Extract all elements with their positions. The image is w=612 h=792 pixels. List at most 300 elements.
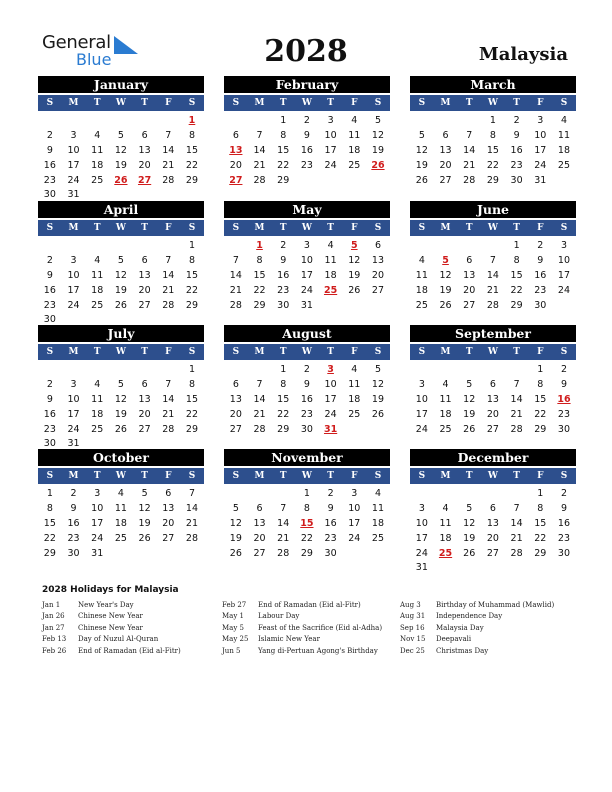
weekday-label: S xyxy=(46,471,54,481)
day-cell: 27 xyxy=(229,423,242,435)
month-name: March xyxy=(410,76,576,93)
day-cell: 22 xyxy=(534,408,547,420)
day-cell: 19 xyxy=(114,284,127,296)
day-cell: 23 xyxy=(534,284,547,296)
weekday-label: W xyxy=(301,223,312,233)
day-cell: 3 xyxy=(70,378,77,390)
weekday-label: M xyxy=(254,98,265,108)
day-cell: 2 xyxy=(280,240,287,251)
holiday-date: May 1 xyxy=(222,612,244,621)
day-cell: 4 xyxy=(560,115,567,126)
logo-triangle-icon xyxy=(114,36,138,54)
day-cell: 9 xyxy=(537,254,544,266)
holiday-name: Islamic New Year xyxy=(258,635,320,644)
week-row xyxy=(410,408,576,423)
empty-day-cell xyxy=(224,487,248,502)
day-cell: 31 xyxy=(67,189,80,201)
day-cell: 26 xyxy=(138,532,151,544)
weekday-label: T xyxy=(141,98,148,108)
week-row xyxy=(38,487,204,502)
day-cell: 18 xyxy=(114,517,127,529)
weekday-label: M xyxy=(440,471,451,481)
day-cell: 27 xyxy=(138,423,151,435)
day-cell: 1 xyxy=(513,240,520,251)
weekday-label: F xyxy=(165,98,172,108)
day-cell: 9 xyxy=(46,144,53,156)
day-cell: 2 xyxy=(303,364,310,375)
day-cell: 13 xyxy=(463,269,476,281)
week-row xyxy=(224,254,390,269)
day-cell: 7 xyxy=(280,502,287,514)
country-title: Malaysia xyxy=(478,44,568,65)
empty-day-cell xyxy=(224,363,248,378)
empty-day-cell xyxy=(38,114,62,129)
day-cell: 3 xyxy=(418,502,425,514)
day-cell: 2 xyxy=(327,488,334,499)
week-row xyxy=(38,532,204,547)
day-cell: 14 xyxy=(185,502,199,514)
holiday-name: Feast of the Sacrifice (Eid al-Adha) xyxy=(258,623,383,632)
weekday-label: T xyxy=(513,98,520,108)
week-row xyxy=(410,547,576,562)
weekday-label: T xyxy=(327,98,334,108)
day-cell: 15 xyxy=(253,269,266,281)
week-row xyxy=(224,393,390,408)
week-row xyxy=(224,269,390,284)
week-row xyxy=(38,129,204,144)
empty-day-cell xyxy=(85,239,109,254)
day-cell: 29 xyxy=(277,423,290,435)
day-cell: 1 xyxy=(188,240,195,251)
day-cell: 19 xyxy=(114,408,127,420)
day-cell: 1 xyxy=(280,115,287,126)
weekday-label: S xyxy=(188,471,196,481)
holiday-date: Dec 25 xyxy=(400,646,425,655)
logo xyxy=(42,32,142,72)
day-cell: 18 xyxy=(348,144,361,156)
holiday-name: Chinese New Year xyxy=(78,623,143,632)
weekday-header xyxy=(38,468,204,484)
week-row xyxy=(38,393,204,408)
weekday-label: T xyxy=(141,471,148,481)
month-name: April xyxy=(38,201,204,218)
week-row xyxy=(224,517,390,532)
day-cell: 3 xyxy=(70,254,77,266)
day-cell: 16 xyxy=(277,269,290,281)
day-cell: 5 xyxy=(141,488,148,499)
holiday-date: May 5 xyxy=(222,623,244,632)
holiday-name: End of Ramadan (Eid al-Fitr) xyxy=(258,601,361,609)
weekday-label: S xyxy=(418,471,426,481)
weekday-label: S xyxy=(418,98,426,108)
day-cell: 21 xyxy=(162,284,175,296)
weekday-header xyxy=(410,95,576,111)
day-cell: 19 xyxy=(371,393,385,405)
weekday-header xyxy=(38,220,204,236)
day-cell: 22 xyxy=(185,408,199,420)
weekday-label: T xyxy=(93,223,101,233)
empty-day-cell xyxy=(109,114,133,129)
weekday-label: S xyxy=(188,98,196,108)
weekday-label: F xyxy=(537,98,544,108)
day-cell: 28 xyxy=(463,174,476,186)
holiday-name: Day of Nuzul Al-Quran xyxy=(78,635,159,644)
empty-day-cell xyxy=(410,114,434,129)
empty-day-cell xyxy=(62,239,86,254)
day-cell: 8 xyxy=(303,502,310,514)
day-cell: 13 xyxy=(253,517,266,529)
week-row xyxy=(224,532,390,547)
day-cell: 2 xyxy=(560,364,567,375)
day-cell: 30 xyxy=(324,547,337,559)
day-cell: 21 xyxy=(162,159,175,171)
day-cell: 29 xyxy=(185,299,199,311)
day-cell: 6 xyxy=(489,378,496,390)
day-cell: 7 xyxy=(232,254,239,266)
weekday-label: T xyxy=(327,347,334,357)
weekday-label: S xyxy=(560,98,568,108)
day-cell: 7 xyxy=(165,129,172,141)
holiday-item xyxy=(42,647,181,658)
day-cell: 29 xyxy=(510,299,523,311)
weekday-label: S xyxy=(560,347,568,357)
day-cell: 6 xyxy=(489,502,496,514)
day-cell: 20 xyxy=(138,408,151,420)
day-cell: 26 xyxy=(114,423,127,435)
weekday-label: W xyxy=(487,98,498,108)
day-cell: 29 xyxy=(534,547,547,559)
day-cell: 28 xyxy=(253,423,266,435)
day-cell: 16 xyxy=(534,269,547,281)
day-cell: 9 xyxy=(303,129,310,141)
weekday-label: T xyxy=(465,98,473,108)
day-cell: 22 xyxy=(185,284,199,296)
day-cell: 5 xyxy=(117,378,124,390)
weekday-label: F xyxy=(351,347,358,357)
holiday-day-cell: 31 xyxy=(323,423,338,435)
empty-day-cell xyxy=(156,114,180,129)
empty-day-cell xyxy=(434,487,458,502)
empty-day-cell xyxy=(434,114,458,129)
weekday-label: W xyxy=(301,471,312,481)
day-cell: 13 xyxy=(486,393,499,405)
day-cell: 8 xyxy=(489,129,496,141)
day-cell: 11 xyxy=(324,254,337,266)
day-cell: 24 xyxy=(348,532,361,544)
weekday-label: F xyxy=(537,471,544,481)
week-row xyxy=(410,378,576,393)
holiday-name: Birthday of Muhammad (Mawlid) xyxy=(436,601,555,609)
day-cell: 29 xyxy=(277,174,290,186)
day-cell: 12 xyxy=(348,254,361,266)
day-cell: 26 xyxy=(463,423,476,435)
holiday-item xyxy=(42,601,181,612)
day-cell: 2 xyxy=(537,240,544,251)
day-cell: 31 xyxy=(91,547,104,559)
holiday-day-cell: 15 xyxy=(300,517,314,529)
weekday-label: M xyxy=(440,98,451,108)
month-name: October xyxy=(38,449,204,466)
day-cell: 6 xyxy=(141,254,148,266)
holiday-name: Deepavali xyxy=(436,635,472,644)
day-cell: 7 xyxy=(188,488,195,499)
day-cell: 10 xyxy=(67,269,80,281)
day-cell: 28 xyxy=(185,532,199,544)
day-cell: 9 xyxy=(560,502,567,514)
day-cell: 13 xyxy=(439,144,452,156)
empty-day-cell xyxy=(38,239,62,254)
holiday-item xyxy=(42,612,181,623)
day-cell: 10 xyxy=(300,254,313,266)
week-row xyxy=(38,269,204,284)
day-cell: 17 xyxy=(67,284,80,296)
empty-day-cell xyxy=(248,487,272,502)
day-cell: 14 xyxy=(253,393,266,405)
holiday-day-cell: 1 xyxy=(188,115,196,126)
day-cell: 15 xyxy=(277,393,290,405)
day-cell: 19 xyxy=(463,532,476,544)
logo-general-text: General xyxy=(42,32,111,53)
holiday-day-cell: 27 xyxy=(137,174,152,186)
weekday-label: M xyxy=(68,471,79,481)
empty-day-cell xyxy=(271,487,295,502)
week-row xyxy=(224,174,390,189)
day-cell: 9 xyxy=(327,502,334,514)
weekday-label: W xyxy=(301,347,312,357)
holiday-day-cell: 25 xyxy=(438,547,453,559)
empty-day-cell xyxy=(248,363,272,378)
holiday-day-cell: 5 xyxy=(350,240,358,251)
month-june xyxy=(410,201,576,313)
empty-day-cell xyxy=(62,114,86,129)
day-cell: 11 xyxy=(91,269,104,281)
day-cell: 4 xyxy=(327,240,334,251)
day-cell: 16 xyxy=(43,284,56,296)
weekday-label: T xyxy=(513,347,520,357)
holiday-day-cell: 26 xyxy=(114,174,128,186)
day-cell: 12 xyxy=(114,269,127,281)
day-cell: 30 xyxy=(43,314,56,326)
holiday-name: End of Ramadan (Eid al-Fitr) xyxy=(78,646,181,655)
day-cell: 12 xyxy=(114,393,127,405)
day-cell: 10 xyxy=(415,393,428,405)
month-august xyxy=(224,325,390,437)
day-cell: 23 xyxy=(43,299,56,311)
weekday-label: S xyxy=(560,223,568,233)
holidays-column xyxy=(42,601,181,658)
day-cell: 28 xyxy=(510,547,523,559)
day-cell: 4 xyxy=(94,378,101,390)
day-cell: 11 xyxy=(439,393,452,405)
day-cell: 3 xyxy=(94,488,101,499)
empty-day-cell xyxy=(248,114,272,129)
month-october xyxy=(38,449,204,561)
empty-day-cell xyxy=(505,487,529,502)
day-cell: 24 xyxy=(67,174,80,186)
day-cell: 6 xyxy=(374,240,381,251)
holiday-date: Jun 5 xyxy=(222,646,241,655)
month-name: August xyxy=(224,325,390,342)
month-january xyxy=(38,76,204,203)
day-cell: 20 xyxy=(229,408,242,420)
weekday-label: W xyxy=(115,471,126,481)
day-cell: 6 xyxy=(232,129,239,141)
week-row xyxy=(410,129,576,144)
empty-day-cell xyxy=(434,363,458,378)
day-cell: 12 xyxy=(138,502,151,514)
weekday-label: S xyxy=(232,223,240,233)
weekday-label: M xyxy=(440,223,451,233)
empty-day-cell xyxy=(505,363,529,378)
day-cell: 20 xyxy=(253,532,266,544)
day-cell: 9 xyxy=(70,502,77,514)
holiday-date: Jan 26 xyxy=(42,612,65,621)
day-cell: 12 xyxy=(415,144,428,156)
week-row xyxy=(410,487,576,502)
weekday-label: S xyxy=(46,347,54,357)
week-row xyxy=(224,363,390,378)
day-cell: 21 xyxy=(463,159,476,171)
day-cell: 6 xyxy=(141,129,148,141)
month-name: January xyxy=(38,76,204,93)
week-row xyxy=(410,239,576,254)
day-cell: 23 xyxy=(43,174,56,186)
weekday-label: T xyxy=(279,98,287,108)
day-cell: 26 xyxy=(439,299,452,311)
weekday-label: S xyxy=(374,347,382,357)
weekday-label: M xyxy=(68,347,79,357)
day-cell: 26 xyxy=(371,408,385,420)
day-cell: 6 xyxy=(442,129,449,141)
weekday-label: M xyxy=(254,347,265,357)
day-cell: 15 xyxy=(534,517,547,529)
week-row xyxy=(38,174,204,189)
empty-day-cell xyxy=(342,299,366,314)
day-cell: 17 xyxy=(324,144,337,156)
weekday-header xyxy=(38,344,204,360)
day-cell: 25 xyxy=(91,299,104,311)
weekday-label: F xyxy=(165,347,172,357)
day-cell: 22 xyxy=(277,408,290,420)
day-cell: 17 xyxy=(348,517,361,529)
month-july xyxy=(38,325,204,452)
week-row xyxy=(410,254,576,269)
week-row xyxy=(224,547,390,562)
day-cell: 19 xyxy=(463,408,476,420)
day-cell: 8 xyxy=(537,502,544,514)
weekday-label: T xyxy=(141,223,148,233)
day-cell: 23 xyxy=(300,159,313,171)
day-cell: 2 xyxy=(46,129,53,141)
day-cell: 8 xyxy=(513,254,520,266)
weekday-label: S xyxy=(188,347,196,357)
day-cell: 18 xyxy=(439,532,452,544)
day-cell: 6 xyxy=(141,378,148,390)
empty-day-cell xyxy=(156,547,180,562)
day-cell: 26 xyxy=(114,299,127,311)
day-cell: 2 xyxy=(513,115,520,126)
weekday-label: F xyxy=(165,471,172,481)
day-cell: 18 xyxy=(91,284,104,296)
day-cell: 5 xyxy=(466,378,473,390)
day-cell: 12 xyxy=(371,129,385,141)
day-cell: 10 xyxy=(324,129,337,141)
week-row xyxy=(38,159,204,174)
weekday-label: T xyxy=(327,471,334,481)
week-row xyxy=(224,408,390,423)
day-cell: 19 xyxy=(415,159,428,171)
day-cell: 9 xyxy=(560,378,567,390)
day-cell: 20 xyxy=(162,517,175,529)
weekday-label: M xyxy=(68,223,79,233)
weekday-label: F xyxy=(537,347,544,357)
week-row xyxy=(224,159,390,174)
weekday-header xyxy=(410,220,576,236)
week-row xyxy=(38,239,204,254)
weekday-label: S xyxy=(560,471,568,481)
week-row xyxy=(410,269,576,284)
week-row xyxy=(38,423,204,438)
day-cell: 19 xyxy=(371,144,385,156)
day-cell: 30 xyxy=(277,299,290,311)
day-cell: 13 xyxy=(229,393,242,405)
day-cell: 30 xyxy=(67,547,80,559)
day-cell: 24 xyxy=(557,284,571,296)
week-row xyxy=(410,174,576,189)
day-cell: 9 xyxy=(303,378,310,390)
week-row xyxy=(224,114,390,129)
holiday-item xyxy=(42,635,181,646)
day-cell: 16 xyxy=(324,517,337,529)
day-cell: 18 xyxy=(348,393,361,405)
day-cell: 21 xyxy=(185,517,199,529)
empty-day-cell xyxy=(85,363,109,378)
day-cell: 3 xyxy=(537,115,544,126)
day-cell: 12 xyxy=(114,144,127,156)
day-cell: 12 xyxy=(371,378,385,390)
day-cell: 25 xyxy=(371,532,385,544)
weekday-label: S xyxy=(232,98,240,108)
day-cell: 31 xyxy=(67,438,80,450)
day-cell: 23 xyxy=(557,408,571,420)
holidays-column xyxy=(222,601,382,658)
weekday-label: T xyxy=(141,347,148,357)
day-cell: 1 xyxy=(303,488,310,499)
day-cell: 4 xyxy=(374,488,381,499)
day-cell: 30 xyxy=(300,423,313,435)
day-cell: 18 xyxy=(439,408,452,420)
empty-day-cell xyxy=(505,561,529,576)
day-cell: 29 xyxy=(43,547,56,559)
week-row xyxy=(38,517,204,532)
holiday-day-cell: 13 xyxy=(229,144,243,156)
weekday-label: M xyxy=(68,98,79,108)
day-cell: 20 xyxy=(371,269,385,281)
day-cell: 24 xyxy=(67,423,80,435)
empty-day-cell xyxy=(342,423,366,438)
day-cell: 5 xyxy=(466,502,473,514)
weekday-label: S xyxy=(374,223,382,233)
empty-day-cell xyxy=(410,239,434,254)
day-cell: 6 xyxy=(466,254,473,266)
week-row xyxy=(224,502,390,517)
day-cell: 8 xyxy=(188,378,195,390)
day-cell: 4 xyxy=(442,378,449,390)
day-cell: 24 xyxy=(415,423,428,435)
day-cell: 22 xyxy=(43,532,56,544)
empty-day-cell xyxy=(109,363,133,378)
weekday-label: S xyxy=(232,471,240,481)
